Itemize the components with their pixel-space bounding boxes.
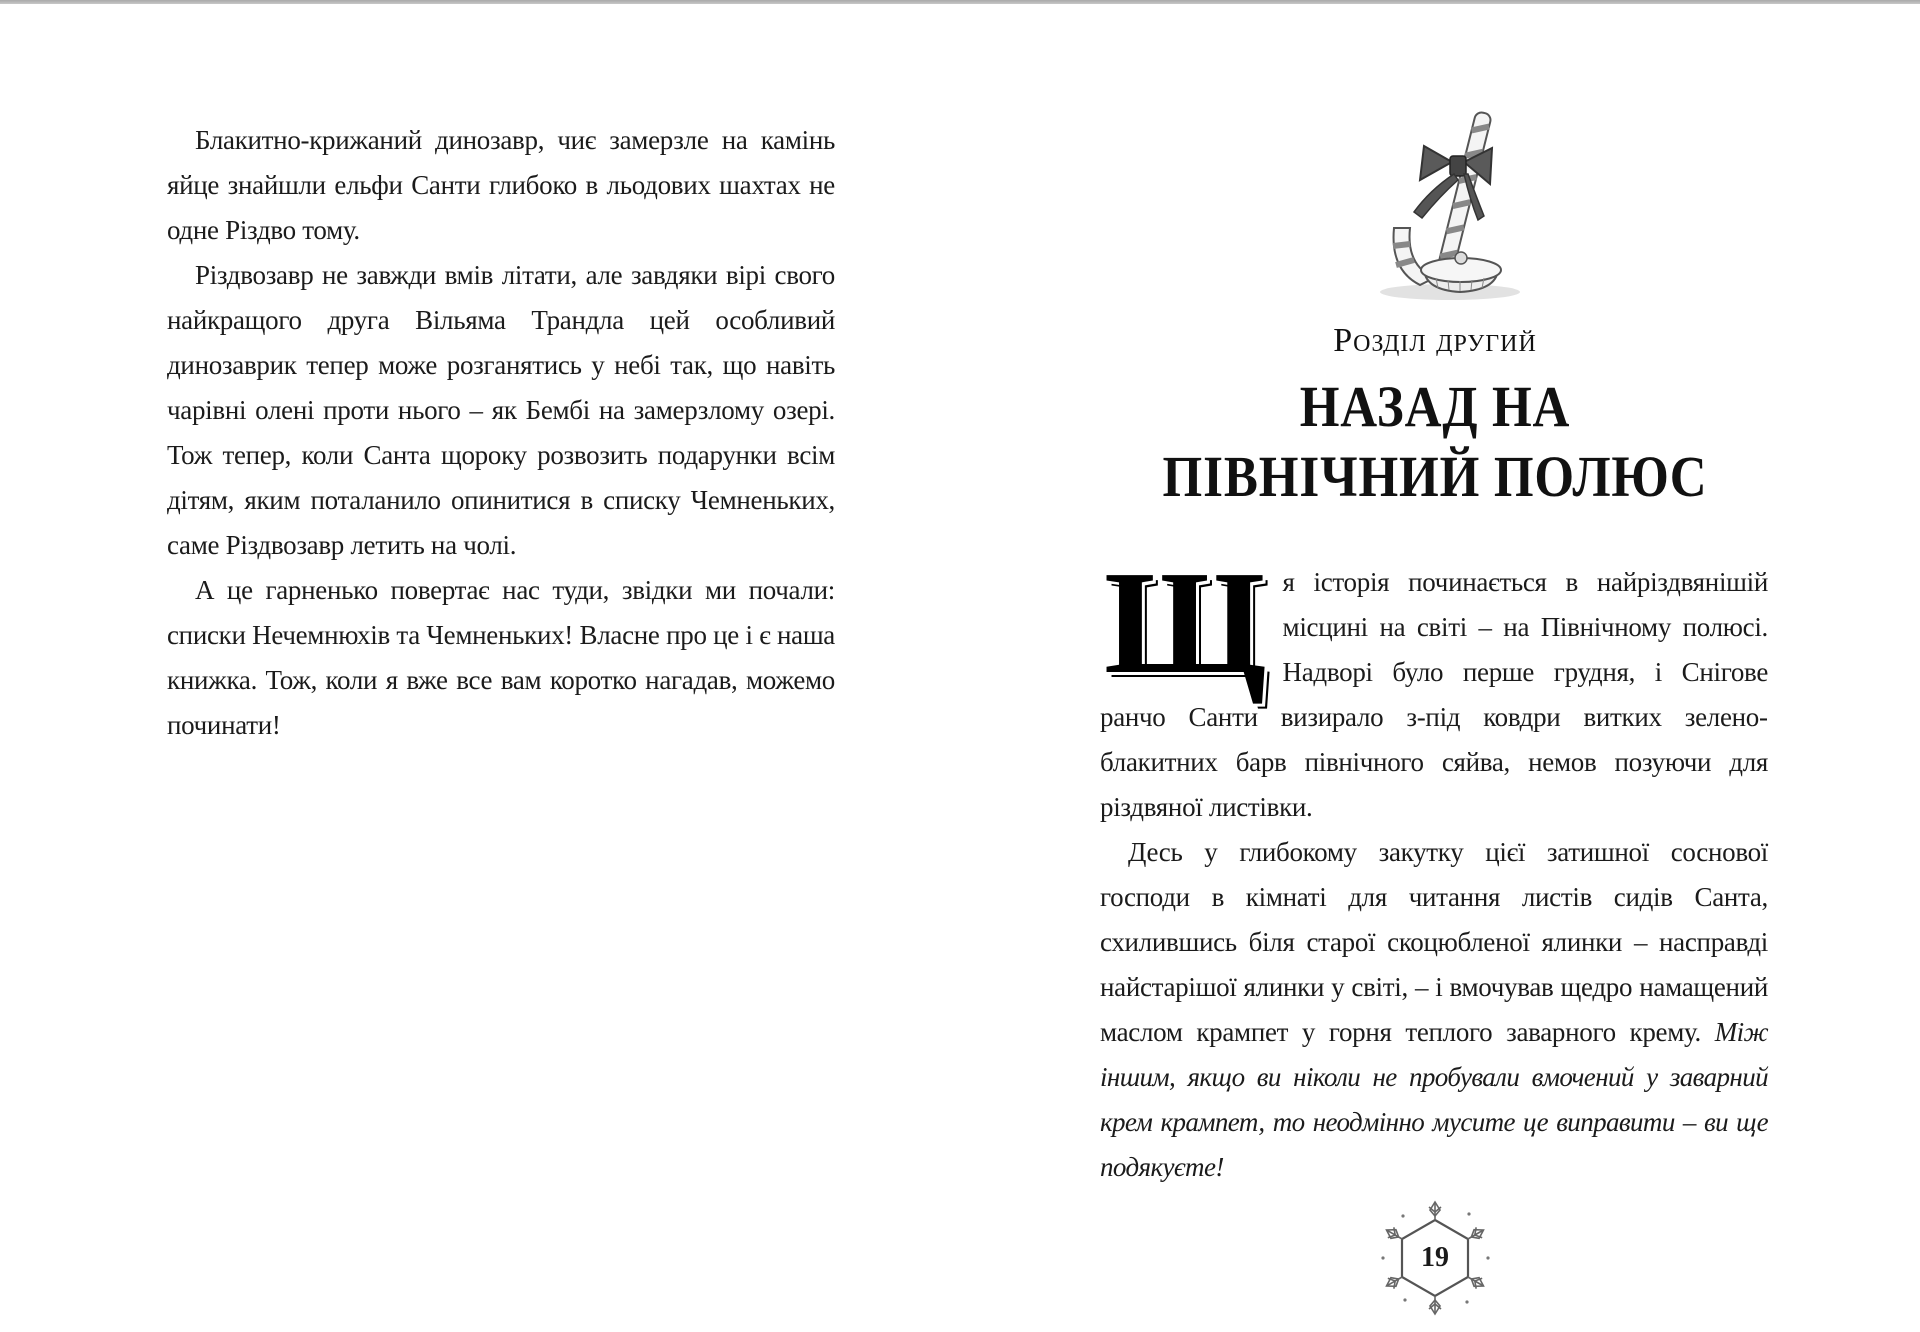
chapter-subtitle: Розділ другий [1333,322,1537,359]
chapter-title [1140,372,1730,512]
right-page-text [1100,541,1769,1190]
drop-cap: Щ [1104,541,1267,705]
page-number: 19 [1421,1242,1449,1273]
paragraph: Різдвозавр не завжди вмів літати, але завдяки вірі свого найкращого друга Вільяма Трандла цей особливий динозаврик тепер може розганятись у небі так, що навіть чарівні олені проти нього – як Бембі на замерзлому озері. Тож тепер, коли Санта щороку розвозить подарунки всім дітям, яким поталанило опинитися в списку Чемненьких, саме Різдвозавр летить на чолі. [167,260,835,560]
italic-aside: Між іншим, якщо ви ніколи не пробували вмочений у заварний крем крампет, то неодмінно мусите це виправити – ви ще подякуєте! [1100,1017,1769,1182]
paragraph: А це гарненько повертає нас туди, звідки ми почали: списки Нечемнюхів та Чемненьких! Власне про це і є наша книжка. Тож, коли я вже все вам коротко нагадав, можемо починати! [167,575,835,740]
left-page-text [167,118,835,748]
paragraph-text: Десь у глибокому закутку цієї затишної соснової господи в кімнаті для читання листів сидів Санта, схилившись біля старої скоцюбленої ялинки – насправді найстарішої ялинки у світі, – і вмочував щедро намащений маслом крампет у горня теплого заварного крему. [1100,837,1768,1047]
candy-cane-illustration-icon [1360,100,1540,310]
intro-paragraph [1100,541,1768,830]
page-number-ornament [1375,1198,1495,1318]
paragraph: Блакитно-крижаний динозавр, чиє замерзле на камінь яйце знайшли ельфи Санти глибоко в льодових шахтах не одне Різдво тому. [167,125,835,245]
chapter-title-text: НАЗАД НА ПІВНІЧНИЙ ПОЛЮС [1162,374,1708,509]
intro-text: я історія починається в найріздвянішій місцині на світі – на Північному полюсі. Надворі було перше грудня, і Снігове ранчо Санти визирало з-під ковдри витких зеленоблакитних барв північного сяйва, немов позуючи для різдвяної листівки. [1100,567,1768,822]
paragraph [1100,830,1768,1190]
